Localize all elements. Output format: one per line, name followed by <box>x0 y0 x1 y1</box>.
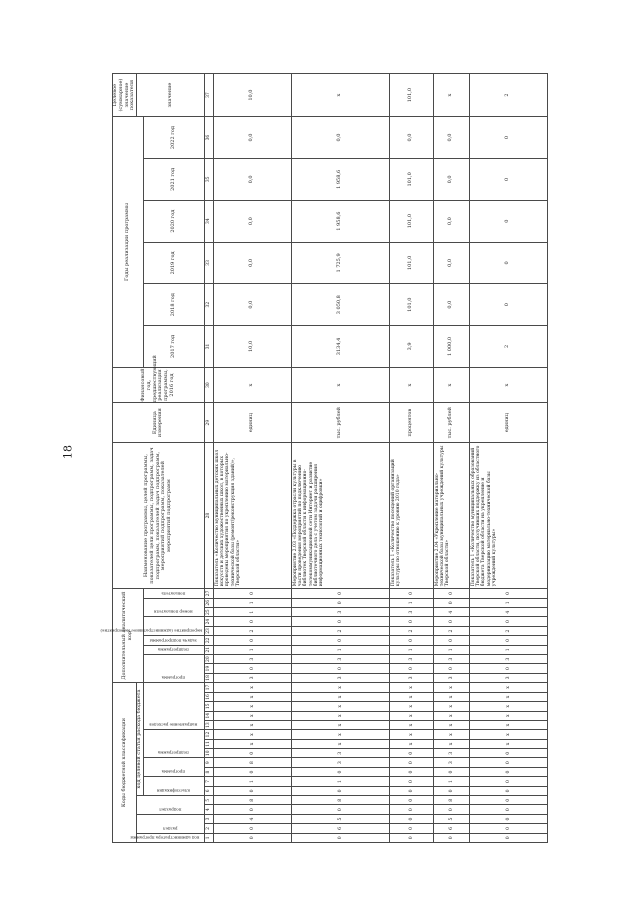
code-digit: x <box>389 683 433 693</box>
code-digit: 4 <box>213 814 291 823</box>
code-digit: 0 <box>433 598 469 607</box>
code-digit: 0 <box>213 589 291 598</box>
header-target-value: Целевое (суммарное) значение показателя <box>113 74 137 117</box>
code-digit: 3 <box>291 607 389 616</box>
code-digit: x <box>291 683 389 693</box>
header-admin-code: код администратора программы <box>137 833 205 842</box>
header-a-indicator: показатель <box>143 589 204 598</box>
code-digit: 0 <box>291 786 389 795</box>
code-digit: x <box>469 720 547 729</box>
code-digit: 8 <box>213 796 291 805</box>
header-additional-code: Дополнительный аналитический код <box>113 589 144 683</box>
row-fin-year: x <box>469 367 547 403</box>
code-digit: x <box>213 730 291 739</box>
code-digit: x <box>469 739 547 748</box>
code-digit: 3 <box>291 758 389 767</box>
code-digit: 2 <box>433 626 469 635</box>
code-digit: 2 <box>213 626 291 635</box>
header-subsection: подраздел <box>137 796 205 815</box>
code-digit: 0 <box>291 617 389 626</box>
column-number: 3 <box>204 814 213 823</box>
header-section: раздел <box>137 814 205 833</box>
code-digit: 1 <box>389 645 433 654</box>
header-subprogram: подпрограмма <box>143 730 204 758</box>
code-digit: x <box>389 711 433 720</box>
code-digit: 0 <box>389 636 433 645</box>
code-digit: 0 <box>213 664 291 673</box>
column-number: 28 <box>204 443 213 589</box>
table-row <box>433 74 469 843</box>
header-a-number: номер показателя <box>143 598 204 617</box>
code-digit: 3 <box>469 673 547 682</box>
code-digit: 0 <box>389 814 433 823</box>
code-digit: 3 <box>433 654 469 663</box>
code-digit: 0 <box>291 767 389 776</box>
code-digit: 2 <box>291 626 389 635</box>
code-digit: 1 <box>213 777 291 786</box>
code-digit: 0 <box>389 758 433 767</box>
code-digit: 8 <box>291 796 389 805</box>
row-year-value: 0,0 <box>291 117 389 159</box>
code-digit: 0 <box>291 805 389 814</box>
row-target-value: 2 <box>469 74 547 117</box>
code-digit: 0 <box>469 589 547 598</box>
column-number: 32 <box>204 284 213 326</box>
code-digit: x <box>213 683 291 693</box>
code-digit: 4 <box>433 607 469 616</box>
code-digit: x <box>389 739 433 748</box>
code-digit: 1 <box>469 645 547 654</box>
row-year-value: 1 725,9 <box>291 242 389 284</box>
row-year-value: 0,0 <box>389 117 433 159</box>
code-digit: x <box>389 702 433 711</box>
header-year-2018: 2018 год <box>143 284 204 326</box>
code-digit: 0 <box>389 796 433 805</box>
row-unit: единиц <box>213 403 291 443</box>
code-digit: 0 <box>433 664 469 673</box>
code-digit: x <box>291 720 389 729</box>
column-number: 36 <box>204 117 213 159</box>
column-number: 35 <box>204 158 213 200</box>
header-target-article: код целевой статьи расхода бюджета <box>137 683 144 796</box>
code-digit: 0 <box>213 805 291 814</box>
code-digit: x <box>433 702 469 711</box>
code-digit: 1 <box>213 645 291 654</box>
row-year-value: 0,0 <box>213 158 291 200</box>
code-digit: 6 <box>433 824 469 833</box>
code-digit: 0 <box>469 758 547 767</box>
row-year-value: 3,9 <box>389 326 433 368</box>
row-name: Мероприятие 2.03 «Поддержка отрасли культуры в части проведения мероприятий по подключению библиотек Тверской области к информационно-телекоммуникационной сети Интернет и развитие библиотечного дела с учетом задачи расширения информационных технологий и оцифровки» <box>291 443 389 589</box>
code-digit: 3 <box>213 673 291 682</box>
header-year-2019: 2019 год <box>143 242 204 284</box>
row-year-value: 0 <box>469 117 547 159</box>
column-number: 5 <box>204 796 213 805</box>
code-digit: 0 <box>213 636 291 645</box>
code-digit: 0 <box>389 833 433 842</box>
column-number: 30 <box>204 367 213 403</box>
code-digit: x <box>469 683 547 693</box>
row-target-value: x <box>433 74 469 117</box>
table-row <box>213 74 291 843</box>
code-digit: 0 <box>213 833 291 842</box>
code-digit: 0 <box>433 786 469 795</box>
column-number: 6 <box>204 786 213 795</box>
header-value: значение <box>137 74 205 117</box>
code-digit: 1 <box>291 777 389 786</box>
code-digit: 3 <box>469 654 547 663</box>
code-digit: x <box>469 692 547 701</box>
code-digit: x <box>433 692 469 701</box>
code-digit: 0 <box>469 636 547 645</box>
row-year-value: 0,0 <box>213 200 291 242</box>
code-digit: 0 <box>291 589 389 598</box>
column-number: 34 <box>204 200 213 242</box>
column-number: 29 <box>204 403 213 443</box>
header-year-2022: 2022 год <box>143 117 204 159</box>
code-digit: 3 <box>291 654 389 663</box>
row-target-value: 101,0 <box>389 74 433 117</box>
code-digit: 0 <box>469 664 547 673</box>
code-digit: x <box>433 730 469 739</box>
column-number: 22 <box>204 636 213 645</box>
code-digit: 0 <box>291 664 389 673</box>
header-fin-year: Финансовый год, предшествующий реализации программы, 2016 год <box>113 367 205 403</box>
rotated-table-page <box>100 73 512 843</box>
row-name: Мероприятие 2.04 «Укрепление материально-технической базы муниципальных учреждений культуры Тверской области» <box>433 443 469 589</box>
code-digit: 0 <box>213 767 291 776</box>
code-digit: x <box>433 739 469 748</box>
code-digit: 0 <box>469 749 547 758</box>
code-digit: 0 <box>469 617 547 626</box>
code-digit: 0 <box>389 805 433 814</box>
code-digit: 0 <box>469 833 547 842</box>
row-year-value: 0,0 <box>433 242 469 284</box>
column-number: 26 <box>204 598 213 607</box>
code-digit: 0 <box>433 767 469 776</box>
row-year-value: 101,0 <box>389 158 433 200</box>
code-digit: x <box>433 720 469 729</box>
table-row <box>469 74 547 843</box>
code-digit: x <box>291 730 389 739</box>
row-name: Показатель 1 «Количество муниципальных образований Тверской области, получивших поддержку из областного бюджета Тверской области на укрепление и модернизацию материально-технической базы учреждений культуры» <box>469 443 547 589</box>
row-year-value: 0,0 <box>213 242 291 284</box>
row-year-value: 0,0 <box>433 284 469 326</box>
row-fin-year: x <box>389 367 433 403</box>
column-number: 25 <box>204 607 213 616</box>
column-number: 20 <box>204 654 213 663</box>
column-number: 9 <box>204 758 213 767</box>
code-digit: 0 <box>469 777 547 786</box>
row-year-value: 0,0 <box>433 158 469 200</box>
column-number: 27 <box>204 589 213 598</box>
code-digit: 0 <box>291 833 389 842</box>
code-digit: 0 <box>433 589 469 598</box>
table-row <box>291 74 389 843</box>
code-digit: 1 <box>469 598 547 607</box>
code-digit: 8 <box>433 796 469 805</box>
column-number: 8 <box>204 767 213 776</box>
header-years: Годы реализации программы <box>113 117 144 368</box>
row-year-value: 3 050,8 <box>291 284 389 326</box>
code-digit: 2 <box>389 626 433 635</box>
column-number: 31 <box>204 326 213 368</box>
code-digit: 0 <box>389 617 433 626</box>
code-digit: 5 <box>433 814 469 823</box>
code-digit: 0 <box>433 833 469 842</box>
code-digit: 3 <box>389 673 433 682</box>
code-digit: x <box>469 711 547 720</box>
column-number: 10 <box>204 749 213 758</box>
row-year-value: 0 <box>469 200 547 242</box>
code-digit: x <box>213 702 291 711</box>
code-digit: 1 <box>213 598 291 607</box>
column-number: 21 <box>204 645 213 654</box>
row-year-value: 3134,4 <box>291 326 389 368</box>
code-digit: 0 <box>213 786 291 795</box>
row-target-value: x <box>291 74 389 117</box>
header-name: Наименование программы, целей программы, показателей цели программы, подпрограмм, задач подпрограмм, показателей задач подпрограмм, мероприятий подпрограмм, показателей мероприятий подпрограмм <box>113 443 205 589</box>
row-year-value: 2 <box>469 326 547 368</box>
code-digit: 0 <box>433 617 469 626</box>
code-digit: x <box>469 730 547 739</box>
code-digit: 3 <box>433 673 469 682</box>
column-number: 16 <box>204 692 213 701</box>
code-digit: 2 <box>469 626 547 635</box>
code-digit: 0 <box>389 824 433 833</box>
page-number: 18 <box>61 445 75 459</box>
code-digit: 0 <box>389 664 433 673</box>
column-number: 11 <box>204 739 213 748</box>
code-digit: 3 <box>433 749 469 758</box>
code-digit: x <box>291 692 389 701</box>
code-digit: 0 <box>291 636 389 645</box>
row-fin-year: x <box>213 367 291 403</box>
column-number: 24 <box>204 617 213 626</box>
row-year-value: 10,0 <box>213 326 291 368</box>
code-digit: 0 <box>433 636 469 645</box>
row-year-value: 0,0 <box>433 200 469 242</box>
column-number: 33 <box>204 242 213 284</box>
code-digit: 1 <box>291 645 389 654</box>
row-year-value: 0,0 <box>213 284 291 326</box>
code-digit: x <box>469 702 547 711</box>
header-class: классификация <box>143 777 204 796</box>
row-unit: единиц <box>469 403 547 443</box>
code-digit: 0 <box>291 598 389 607</box>
row-fin-year: x <box>433 367 469 403</box>
row-unit: тыс. рублей <box>433 403 469 443</box>
header-year-2017: 2017 год <box>143 326 204 368</box>
column-number: 23 <box>204 626 213 635</box>
column-number: 18 <box>204 673 213 682</box>
code-digit: x <box>213 720 291 729</box>
header-program: программа <box>143 758 204 777</box>
column-number: 1 <box>204 833 213 842</box>
code-digit: 1 <box>213 607 291 616</box>
row-year-value: 101,0 <box>389 284 433 326</box>
header-year-2020: 2020 год <box>143 200 204 242</box>
row-year-value: 0,0 <box>433 117 469 159</box>
column-number: 13 <box>204 720 213 729</box>
row-year-value: 1 958,6 <box>291 158 389 200</box>
row-target-value: 10,0 <box>213 74 291 117</box>
header-a-program: программа <box>143 654 204 682</box>
row-unit: тыс. рублей <box>291 403 389 443</box>
code-digit: 0 <box>469 767 547 776</box>
code-digit: 0 <box>469 786 547 795</box>
code-digit: 0 <box>389 786 433 795</box>
code-digit: 3 <box>213 654 291 663</box>
column-number: 7 <box>204 777 213 786</box>
code-digit: 6 <box>291 824 389 833</box>
header-direction: направление расходов <box>143 683 204 730</box>
code-digit: x <box>433 683 469 693</box>
code-digit: x <box>389 720 433 729</box>
code-digit: 3 <box>433 758 469 767</box>
code-digit: 8 <box>213 758 291 767</box>
row-fin-year: x <box>291 367 389 403</box>
row-year-value: 101,0 <box>389 200 433 242</box>
code-digit: x <box>389 692 433 701</box>
column-number: 37 <box>204 74 213 117</box>
code-digit: 0 <box>389 777 433 786</box>
code-digit: 1 <box>433 645 469 654</box>
row-year-value: 0 <box>469 242 547 284</box>
code-digit: 0 <box>213 749 291 758</box>
code-digit: 0 <box>469 814 547 823</box>
code-digit: 4 <box>469 607 547 616</box>
code-digit: 1 <box>433 777 469 786</box>
row-year-value: 101,0 <box>389 242 433 284</box>
column-number: 19 <box>204 664 213 673</box>
code-digit: x <box>291 702 389 711</box>
code-digit: x <box>291 711 389 720</box>
code-digit: 0 <box>213 824 291 833</box>
column-number: 2 <box>204 824 213 833</box>
program-indicators-table <box>100 73 548 843</box>
row-year-value: 0 <box>469 284 547 326</box>
code-digit: 0 <box>389 589 433 598</box>
code-digit: 3 <box>291 673 389 682</box>
column-number: 12 <box>204 730 213 739</box>
header-year-2021: 2021 год <box>143 158 204 200</box>
code-digit: 5 <box>291 814 389 823</box>
row-name: Показатель 1 «Количество посещений организаций культуры по отношению к уровню 2010 года» <box>389 443 433 589</box>
code-digit: 3 <box>389 607 433 616</box>
code-digit: 0 <box>469 824 547 833</box>
table-row <box>389 74 433 843</box>
column-number: 15 <box>204 702 213 711</box>
row-name: Показатель «Количество муниципальных детских школ искусств и детских художественных школ, в которых проведены мероприятия по укреплению материально-технической базы (ремонт/реконструкция зданий)», Тверской области» <box>213 443 291 589</box>
column-number: 14 <box>204 711 213 720</box>
code-digit: x <box>433 711 469 720</box>
row-year-value: 1 958,6 <box>291 200 389 242</box>
code-digit: 0 <box>469 796 547 805</box>
row-year-value: 0,0 <box>213 117 291 159</box>
row-year-value: 0 <box>469 158 547 200</box>
header-unit: Единица измерения <box>113 403 205 443</box>
column-number: 4 <box>204 805 213 814</box>
header-budget-codes: Коды бюджетной классификации <box>113 683 137 843</box>
row-unit: процентов <box>389 403 433 443</box>
header-a-task: задача подпрограммы <box>143 636 204 645</box>
code-digit: x <box>389 730 433 739</box>
code-digit: x <box>213 711 291 720</box>
code-digit: x <box>213 739 291 748</box>
row-year-value: 1 000,0 <box>433 326 469 368</box>
header-a-event: мероприятие (административное мероприятие) <box>143 617 204 636</box>
code-digit: 0 <box>213 617 291 626</box>
code-digit: 0 <box>389 749 433 758</box>
code-digit: x <box>213 692 291 701</box>
code-digit: 0 <box>433 805 469 814</box>
code-digit: 3 <box>389 654 433 663</box>
column-number: 17 <box>204 683 213 693</box>
code-digit: 0 <box>469 805 547 814</box>
code-digit: x <box>291 739 389 748</box>
column-number-row <box>204 74 213 843</box>
header-a-subprogram: подпрограмма <box>143 645 204 654</box>
code-digit: 3 <box>291 749 389 758</box>
code-digit: 0 <box>389 767 433 776</box>
code-digit: 1 <box>389 598 433 607</box>
